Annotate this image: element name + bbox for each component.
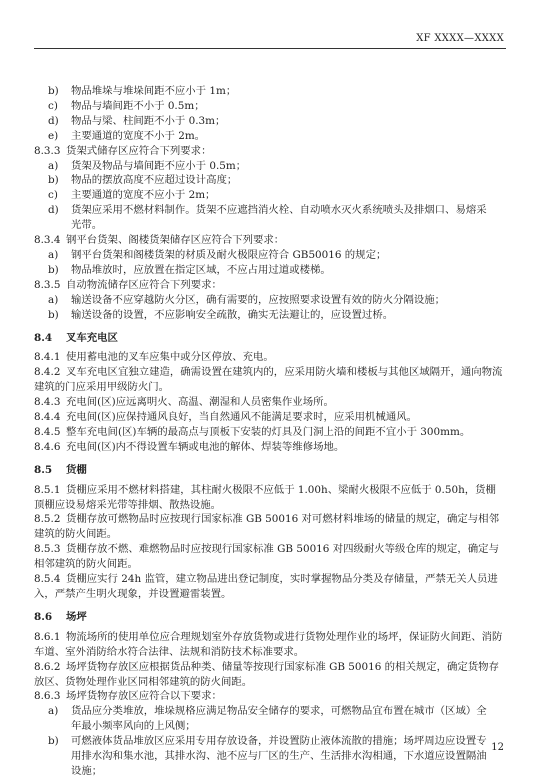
clause-paragraph: [34, 630, 506, 660]
clause: [34, 278, 506, 293]
clause-number: 8.4.4: [34, 411, 61, 424]
section-number: 8.6: [34, 610, 53, 623]
item-text: 货架应采用不燃材料制作。货架不应遮挡消火栓、自动喷水灭火系统喷头及排烟口、易熔采: [71, 204, 487, 217]
item-label: a): [48, 293, 59, 306]
page-body: [34, 84, 506, 779]
item-text: 物品的摆放高度不应超过设计高度；: [71, 174, 238, 187]
clause-number: 8.6.1: [34, 630, 61, 643]
clause-text: 货架式储存区应符合下列要求：: [66, 144, 212, 157]
list-item: [34, 704, 506, 719]
clause: [34, 395, 506, 410]
clause-text: 整车充电间(区)车辆的最高点与顶板下安装的灯具及门洞上沿的间距不宜小于 300mm。: [66, 425, 471, 438]
clause-number: 8.4.6: [34, 440, 61, 453]
item-label: b): [48, 263, 59, 276]
item-text: 钢平台货架和阁楼货架的材质及耐火极限应符合 GB50016 的规定；: [71, 248, 387, 261]
clause-text: 货棚存放不燃、难燃物品时应按现行国家标准 GB 50016 对四级耐火等级仓库的规定，确定与相邻建筑的防火间距。: [34, 543, 499, 571]
list-item: [34, 734, 506, 749]
item-text: 主要通道的宽度不小于 2m。: [71, 129, 206, 142]
list-item: [34, 248, 506, 263]
clause-paragraph: [34, 572, 506, 602]
section-heading: [34, 331, 506, 346]
list-item: [34, 308, 506, 323]
clause-text: 货棚应采用不燃材料搭建，其柱耐火极限不应低于 1.00h、梁耐火极限不应低于 0.50h，货棚顶棚应设易熔采光带等排烟、散热设施。: [34, 483, 496, 511]
item-label: d): [48, 204, 59, 217]
item-label: b): [48, 174, 59, 187]
item-label: a): [48, 705, 59, 718]
item-continuation: 年最小频率风向的上风侧；: [71, 720, 196, 733]
section-title: 货棚: [66, 463, 87, 476]
item-text: 输送设备不应穿越防火分区，确有需要的，应按照要求设置有效的防火分隔设施；: [71, 293, 446, 306]
list-item: [34, 129, 506, 144]
clause-number: 8.4.2: [34, 366, 61, 379]
clause-number: 8.4.3: [34, 396, 61, 409]
clause-number: 8.5.3: [34, 543, 61, 556]
clause-text: 叉车充电区宜独立建造，确需设置在建筑内的，应采用防火墙和楼板与其他区域隔开，通向物流建筑的门应采用甲级防火门。: [34, 366, 503, 394]
item-label: a): [48, 159, 59, 172]
clause-paragraph: [34, 512, 506, 542]
clause-number: 8.4.1: [34, 351, 61, 364]
section-heading: [34, 610, 506, 625]
clause: [34, 233, 506, 248]
clause-text: 货棚存放可燃物品时应按现行国家标准 GB 50016 对可燃材料堆场的储量的规定，确定与相邻建筑的防火间距。: [34, 513, 499, 541]
item-label: c): [48, 99, 58, 112]
section-heading: [34, 463, 506, 478]
document-number-header: XF XXXX—XXXX: [416, 33, 504, 44]
list-item: [34, 114, 506, 129]
list-item: [34, 203, 506, 218]
clause-text: 充电间(区)应保持通风良好，当自然通风不能满足要求时，应采用机械通风。: [66, 411, 417, 424]
item-text: 主要通道的宽度不应小于 2m；: [71, 189, 216, 202]
clause-number: 8.3.5: [34, 278, 61, 291]
clause-number: 8.5.4: [34, 573, 61, 586]
clause-number: 8.6.3: [34, 690, 61, 703]
clause: [34, 425, 506, 440]
item-label: d): [48, 114, 59, 127]
clause-number: 8.3.4: [34, 234, 61, 247]
clause-paragraph: [34, 542, 506, 572]
item-text: 物品堆放时，应放置在指定区域，不应占用过道或楼梯。: [71, 263, 331, 276]
item-continuation: 用排水沟和集水池，其排水沟、池不应与厂区的生产、生活排水沟相通，下水道应设置隔油: [71, 750, 487, 763]
item-label: b): [48, 308, 59, 321]
clause-text: 货棚应实行 24h 监管，建立物品进出登记制度，实时掌握物品分类及存储量，严禁无关人员进入，严禁产生明火现象，并设置避雷装置。: [34, 573, 498, 600]
item-label: b): [48, 85, 59, 97]
list-item: [34, 263, 506, 278]
list-item: [34, 84, 506, 99]
clause-text: 钢平台货架、阁楼货架储存区应符合下列要求：: [66, 234, 285, 247]
clause-paragraph: [34, 660, 506, 690]
list-item: [34, 159, 506, 174]
clause: [34, 689, 506, 704]
list-item: [34, 188, 506, 203]
item-label: c): [48, 189, 58, 202]
item-text: 物品堆垛与堆垛间距不应小于 1m；: [71, 85, 237, 97]
page-number: 12: [491, 742, 504, 753]
clause: [34, 410, 506, 425]
clause-text: 充电间(区)应远离明火、高温、潮湿和人员密集作业场所。: [66, 396, 334, 409]
header-rule: [34, 48, 506, 49]
clause-text: 场坪货物存放区应符合以下要求：: [66, 690, 222, 703]
list-item: [34, 293, 506, 308]
clause-number: 8.6.2: [34, 660, 61, 673]
clause-text: 充电间(区)内不得设置车辆或电池的解体、焊装等维修场地。: [66, 440, 345, 453]
section-title: 叉车充电区: [66, 331, 118, 344]
list-item: [34, 173, 506, 188]
clause: [34, 350, 506, 365]
clause-text: 自动物流储存区应符合下列要求：: [66, 278, 222, 291]
item-continuation: 光带。: [71, 219, 103, 232]
clause: [34, 144, 506, 159]
item-label: e): [48, 129, 59, 142]
clause-number: 8.5.1: [34, 483, 61, 496]
item-text: 物品与墙间距不小于 0.5m；: [71, 99, 205, 112]
clause-text: 使用蓄电池的叉车应集中或分区停放、充电。: [66, 351, 274, 364]
clause-text: 物流场所的使用单位应合理规划室外存放货物或进行货物处理作业的场坪，保证防火间距、消防车道、室外消防给水符合法律、法规和消防技术标准要求。: [34, 630, 503, 658]
item-text: 可燃液体货品堆放区应采用专用存放设备，并设置防止液体流散的措施；场坪周边应设置专: [71, 735, 487, 748]
item-label: a): [48, 248, 59, 261]
section-number: 8.5: [34, 463, 53, 476]
item-text: 货架及物品与墙间距不应小于 0.5m；: [71, 159, 247, 172]
section-number: 8.4: [34, 331, 53, 344]
clause-text: 场坪货物存放区应根据货品种类、储量等按现行国家标准 GB 50016 的相关规定，确定货物存放区、货物处理作业区同相邻建筑的防火间距。: [34, 660, 499, 688]
item-text: 货品应分类堆放，堆垛规格应满足物品安全储存的要求，可燃物品宜布置在城市（区域）全: [71, 705, 487, 718]
clause-paragraph: [34, 483, 506, 513]
clause: [34, 440, 506, 455]
clause-number: 8.5.2: [34, 513, 61, 526]
item-label: b): [48, 735, 59, 748]
list-item: [34, 99, 506, 114]
clause-number: 8.4.5: [34, 425, 61, 438]
section-title: 场坪: [66, 610, 87, 623]
clause-number: 8.3.3: [34, 144, 61, 157]
item-continuation: 设施；: [71, 764, 103, 777]
clause-paragraph: [34, 365, 506, 395]
item-text: 物品与梁、柱间距不小于 0.3m；: [71, 114, 226, 127]
item-text: 输送设备的设置，不应影响安全疏散，确实无法避让的，应设置过桥。: [71, 308, 394, 321]
